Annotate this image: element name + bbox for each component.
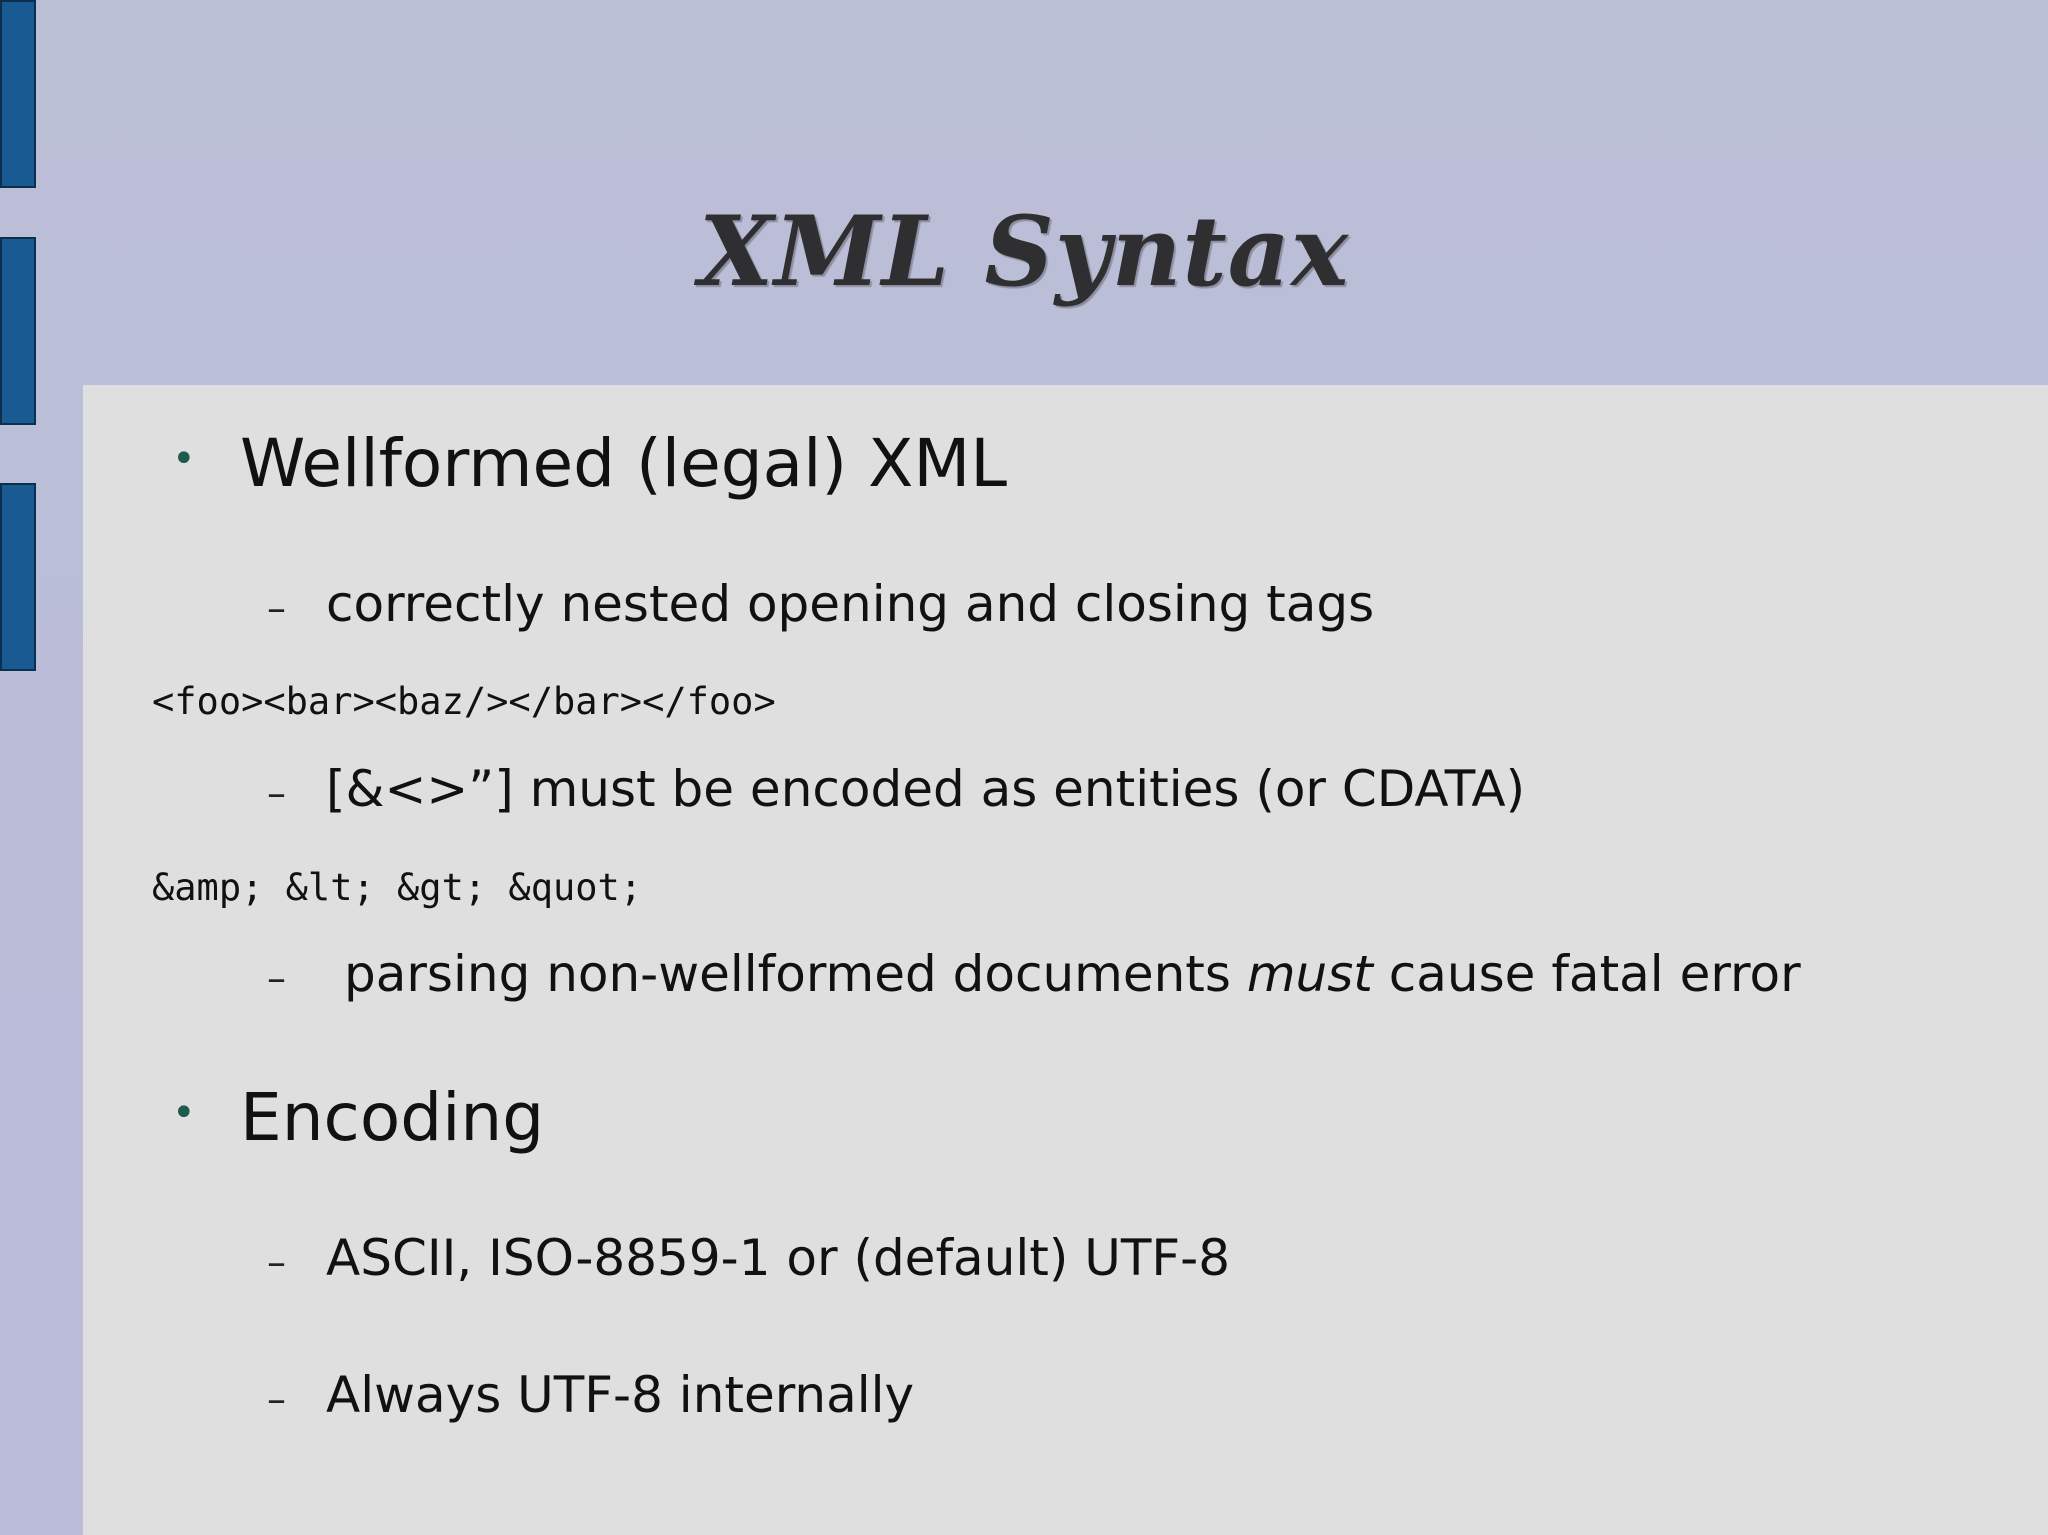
side-decoration-bar-1 xyxy=(0,0,36,188)
code-example-tags: <foo><bar><baz/></bar></foo> xyxy=(152,680,776,723)
subitem-entities: [&<>”] must be encoded as entities (or CDATA) xyxy=(326,760,1526,818)
subitem-encodings: ASCII, ISO-8859-1 or (default) UTF-8 xyxy=(326,1229,1231,1287)
subitem-nested-tags: correctly nested opening and closing tags xyxy=(326,575,1375,633)
subitem-fatal-error xyxy=(344,945,1801,1003)
dash-icon: – xyxy=(267,1377,286,1421)
dash-icon: – xyxy=(267,1240,286,1284)
subitem-fatal-error-end: cause fatal error xyxy=(1372,945,1801,1003)
side-decoration-bar-3 xyxy=(0,483,36,671)
dash-icon: – xyxy=(267,956,286,1000)
dash-icon: – xyxy=(267,771,286,815)
subitem-fatal-error-start: parsing non-wellformed documents xyxy=(344,945,1247,1003)
slide-title: XML Syntax xyxy=(698,195,1350,308)
bullet-heading-encoding: Encoding xyxy=(240,1079,545,1156)
bullet-icon: • xyxy=(172,436,196,482)
code-example-entities: &amp; &lt; &gt; &quot; xyxy=(152,866,643,909)
subitem-utf8-internal: Always UTF-8 internally xyxy=(326,1366,915,1424)
bullet-icon: • xyxy=(172,1090,196,1136)
bullet-heading-wellformed: Wellformed (legal) XML xyxy=(240,425,1008,502)
dash-icon: – xyxy=(267,586,286,630)
subitem-fatal-error-emphasis: must xyxy=(1246,945,1373,1003)
